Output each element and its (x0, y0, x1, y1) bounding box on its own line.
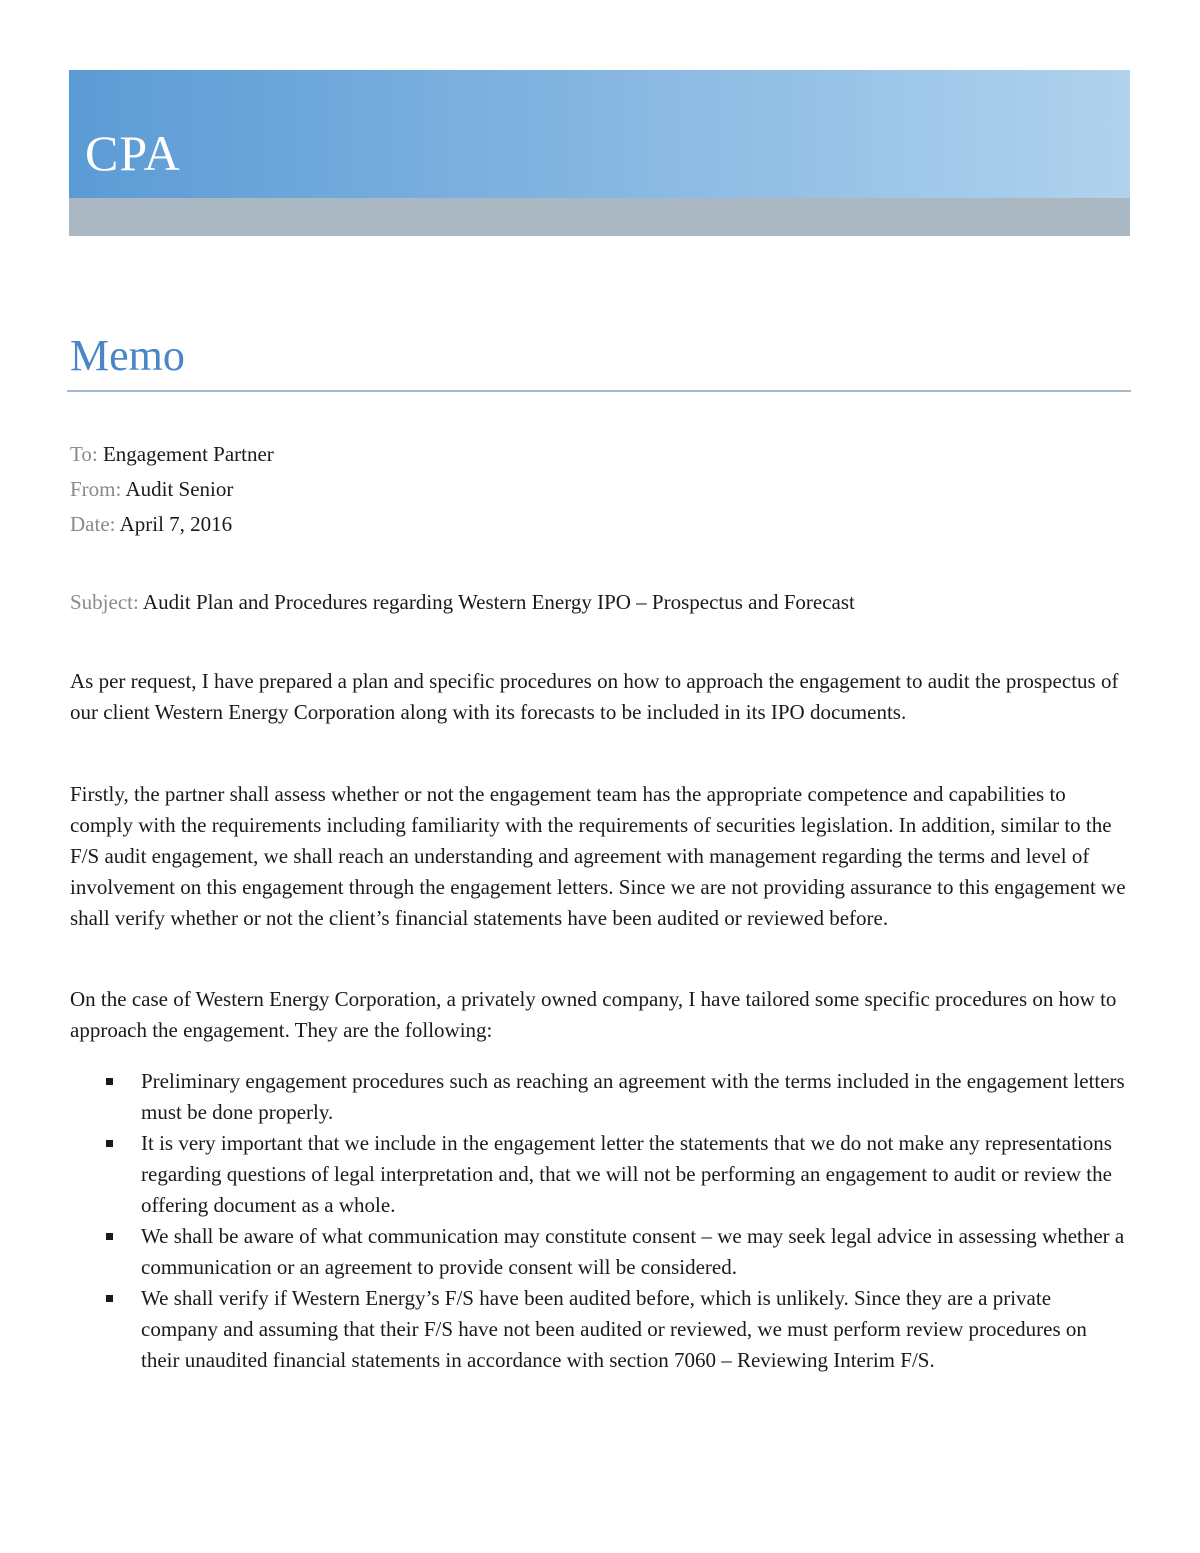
date-field (70, 514, 232, 535)
memo-title: Memo (70, 331, 185, 380)
date-value: April 7, 2016 (119, 512, 233, 536)
list-item (70, 1066, 1130, 1128)
to-label: To: (70, 442, 98, 466)
title-divider (67, 390, 1131, 392)
body-paragraph: Firstly, the partner shall assess whether or not the engagement team has the appropriate competence and capabilities to comply with the requirements including familiarity with the requirements of securities legislation. In addition, similar to the F/S audit engagement, we shall reach an understanding and agreement with management regarding the terms and level of involvement on this engagement through the engagement letters. Since we are not providing assurance to this engagement we shall verify whether or not the client’s financial statements have been audited or reviewed before. (70, 782, 1126, 930)
subject-value: Audit Plan and Procedures regarding Western Energy IPO – Prospectus and Forecast (142, 590, 855, 614)
list-item-text: We shall be aware of what communication may constitute consent – we may seek legal advice in assessing whether a communication or an agreement to provide consent will be considered. (141, 1224, 1125, 1279)
list-item (70, 1128, 1130, 1221)
list-item-text: It is very important that we include in the engagement letter the statements that we do not make any representations regarding questions of legal interpretation and, that we will not be performing an engagement to audit or review the offering document as a whole. (141, 1131, 1112, 1217)
procedures-list (70, 1066, 1130, 1376)
square-bullet-icon (106, 1078, 113, 1085)
subject-field (70, 592, 855, 613)
square-bullet-icon (106, 1295, 113, 1302)
square-bullet-icon (106, 1140, 113, 1147)
banner-title: CPA (85, 125, 181, 181)
list-item (70, 1221, 1130, 1283)
list-item-text: We shall verify if Western Energy’s F/S have been audited before, which is unlikely. Since they are a private company and assuming that their F/S have not been audited or reviewed, we must perform review procedures on their unaudited financial statements in accordance with section 7060 – Reviewing Interim F/S. (141, 1286, 1087, 1372)
list-item-text: Preliminary engagement procedures such as reaching an agreement with the terms included in the engagement letters must be done properly. (141, 1069, 1125, 1124)
from-label: From: (70, 477, 122, 501)
date-label: Date: (70, 512, 116, 536)
list-item (70, 1283, 1130, 1376)
from-field (70, 479, 233, 500)
header-banner (69, 70, 1130, 198)
header-strip (69, 198, 1130, 236)
square-bullet-icon (106, 1233, 113, 1240)
from-value: Audit Senior (125, 477, 234, 501)
to-field (70, 444, 274, 465)
to-value: Engagement Partner (102, 442, 274, 466)
subject-label: Subject: (70, 590, 139, 614)
body-paragraph: On the case of Western Energy Corporation, a privately owned company, I have tailored some specific procedures on how to approach the engagement. They are the following: (70, 987, 1117, 1042)
body-paragraph: As per request, I have prepared a plan and specific procedures on how to approach the engagement to audit the prospectus of our client Western Energy Corporation along with its forecasts to be included in its IPO documents. (70, 669, 1119, 724)
